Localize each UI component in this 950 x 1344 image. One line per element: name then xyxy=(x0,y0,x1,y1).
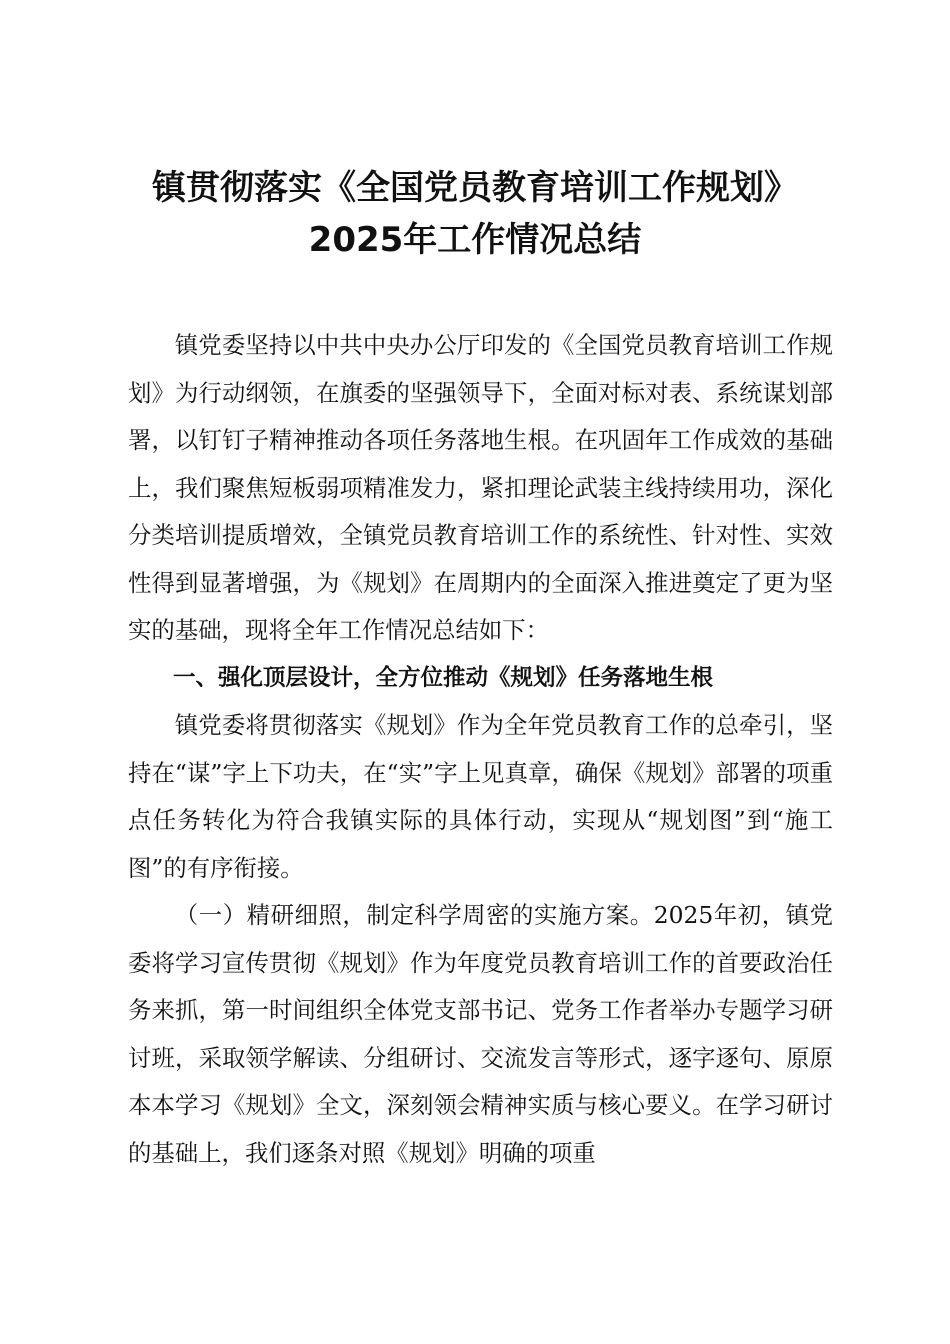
document-title-line-2: 2025年工作情况总结 xyxy=(308,220,642,260)
subsection-1-paragraph: （一）精研细照，制定科学周密的实施方案。2025年初，镇党委将学习宣传贯彻《规划》作为年度党员教育培训工作的首要政治任务来抓，第一时间组织全体党支部书记、党务工作者举办专题学习研讨班，采取领学解读、分组研讨、交流发言等形式，逐字逐句、原原本本学习《规划》全文，深刻领会精神实质与核心要义。在学习研讨的基础上，我们逐条对照《规划》明确的项重 xyxy=(128,901,833,1167)
document-body xyxy=(128,322,833,1177)
section-1-paragraph: 镇党委将贯彻落实《规划》作为全年党员教育工作的总牵引，坚持在“谋”字上下功夫，在“实”字上见真章，确保《规划》部署的项重点任务转化为符合我镇实际的具体行动，实现从“规划图”到“施工图”的有序衔接。 xyxy=(128,711,833,882)
intro-paragraph: 镇党委坚持以中共中央办公厅印发的《全国党员教育培训工作规划》为行动纲领，在旗委的坚强领导下，全面对标对表、系统谋划部署，以钉钉子精神推动各项任务落地生根。在巩固年工作成效的基础上，我们聚焦短板弱项精准发力，紧扣理论武装主线持续用功，深化分类培训提质增效，全镇党员教育培训工作的系统性、针对性、实效性得到显著增强，为《规划》在周期内的全面深入推进奠定了更为坚实的基础，现将全年工作情况总结如下： xyxy=(128,331,833,644)
section-1-heading: 一、强化顶层设计，全方位推动《规划》任务落地生根 xyxy=(173,664,714,691)
document-title-line-1: 镇贯彻落实《全国党员教育培训工作规划》 xyxy=(152,168,798,208)
